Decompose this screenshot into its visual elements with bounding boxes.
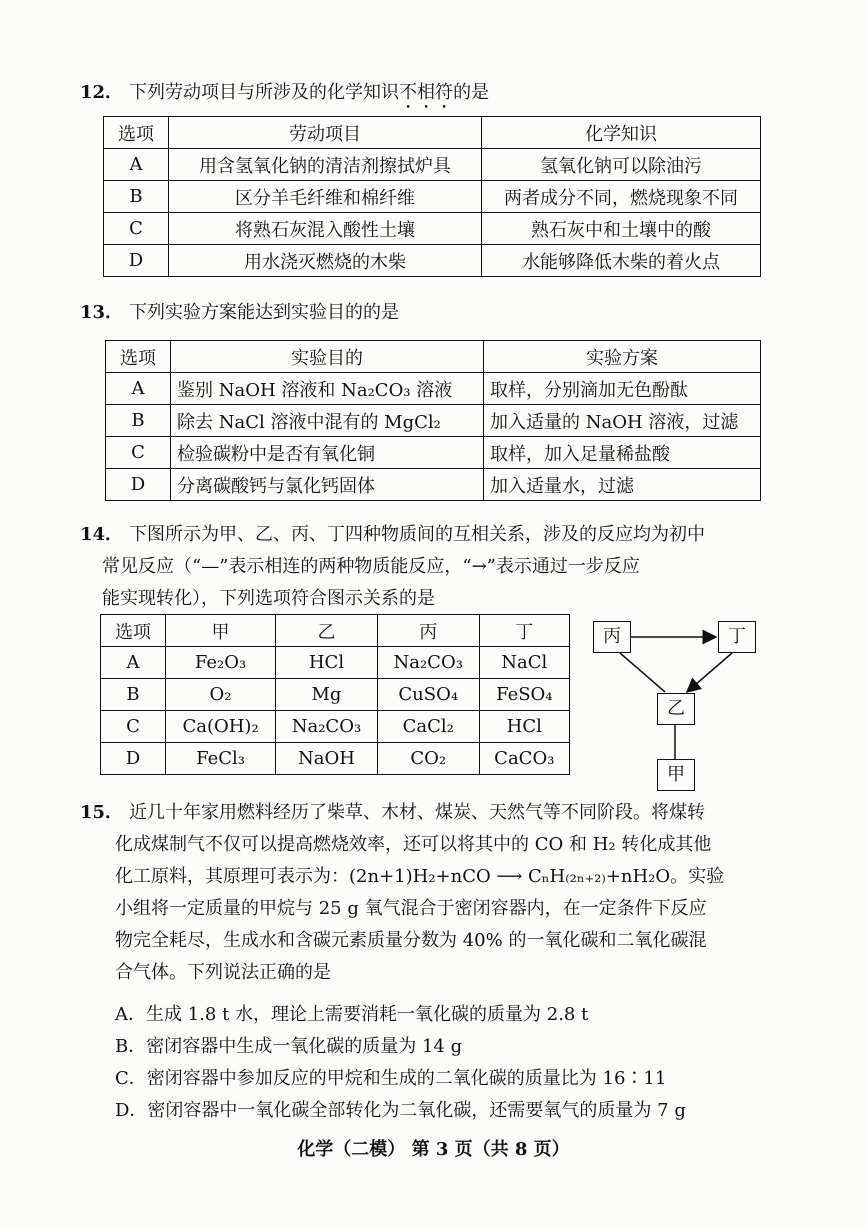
question-number: 12．: [80, 82, 124, 103]
question-14-table: [100, 614, 570, 775]
table-header-row: [106, 341, 761, 373]
question-15-line-2: 化成煤制气不仅可以提高燃烧效率，还可以将其中的 CO 和 H₂ 转化成其他: [115, 834, 712, 855]
table-row: [104, 149, 761, 181]
table-cell: FeSO₄: [479, 679, 569, 711]
table-cell: 区分羊毛纤维和棉纤维: [169, 181, 482, 213]
table-cell: 氢氧化钠可以除油污: [482, 149, 761, 181]
question-text: 下列劳动项目与所涉及的化学知识: [129, 82, 400, 103]
table-header: 乙: [276, 615, 378, 647]
question-12-stem: [80, 78, 780, 113]
table-cell: CaCl₂: [377, 711, 479, 743]
table-cell: Na₂CO₃: [377, 647, 479, 679]
table-cell: D: [101, 743, 166, 775]
table-cell: B: [106, 405, 171, 437]
node-jia: 甲: [657, 759, 695, 791]
table-cell: 取样，加入足量稀盐酸: [484, 437, 761, 469]
question-14-line-1: [80, 520, 780, 550]
table-header: 选项: [106, 341, 171, 373]
table-cell: 加入适量的 NaOH 溶液，过滤: [484, 405, 761, 437]
table-cell: CuSO₄: [377, 679, 479, 711]
question-13-stem: [80, 298, 780, 328]
question-12-table: [103, 116, 761, 277]
question-15-line-1: [80, 798, 780, 828]
table-row: [104, 213, 761, 245]
table-row: [101, 743, 570, 775]
question-15-line-4: 小组将一定质量的甲烷与 25 g 氧气混合于密闭容器内，在一定条件下反应: [115, 898, 707, 919]
option-c: C．密闭容器中参加反应的甲烷和生成的二氧化碳的质量比为 16∶11: [115, 1068, 667, 1089]
emphasized-text: 不相符: [399, 82, 454, 103]
question-text-end: 的是: [453, 82, 490, 103]
table-cell: B: [101, 679, 166, 711]
table-cell: 取样，分别滴加无色酚酞: [484, 373, 761, 405]
question-14-line-3: 能实现转化），下列选项符合图示关系的是: [102, 588, 435, 609]
table-row: [106, 469, 761, 501]
table-cell: A: [104, 149, 169, 181]
table-header: 选项: [101, 615, 166, 647]
table-row: [106, 373, 761, 405]
table-cell: Fe₂O₃: [166, 647, 276, 679]
question-14-line-2: 常见反应（“—”表示相连的两种物质能反应，“→”表示通过一步反应: [102, 556, 640, 577]
table-cell: 鉴别 NaOH 溶液和 Na₂CO₃ 溶液: [171, 373, 484, 405]
table-cell: Mg: [276, 679, 378, 711]
table-header: 丁: [479, 615, 569, 647]
table-cell: HCl: [479, 711, 569, 743]
table-cell: NaCl: [479, 647, 569, 679]
node-yi: 乙: [657, 693, 695, 725]
page-footer: 化学（二模） 第 3 页（共 8 页）: [297, 1139, 570, 1160]
table-header: 实验目的: [171, 341, 484, 373]
table-cell: HCl: [276, 647, 378, 679]
table-cell: 将熟石灰混入酸性土壤: [169, 213, 482, 245]
table-cell: 用水浇灭燃烧的木柴: [169, 245, 482, 277]
table-cell: CaCO₃: [479, 743, 569, 775]
table-cell: NaOH: [276, 743, 378, 775]
table-row: [106, 437, 761, 469]
option-b: B．密闭容器中生成一氧化碳的质量为 14 g: [115, 1036, 463, 1057]
question-15-line-3: 化工原料，其原理可表示为：(2n+1)H₂+nCO ⟶ CₙH₍₂ₙ₊₂₎+nH₂O。实验: [115, 866, 725, 887]
table-cell: 两者成分不同，燃烧现象不同: [482, 181, 761, 213]
table-cell: B: [104, 181, 169, 213]
option-d: D．密闭容器中一氧化碳全部转化为二氧化碳，还需要氧气的质量为 7 g: [115, 1100, 686, 1121]
table-header-row: [104, 117, 761, 149]
table-cell: C: [101, 711, 166, 743]
table-header: 实验方案: [484, 341, 761, 373]
table-cell: 检验碳粉中是否有氧化铜: [171, 437, 484, 469]
node-ding: 丁: [718, 621, 756, 653]
table-cell: A: [106, 373, 171, 405]
question-text: 近几十年家用燃料经历了柴草、木材、煤炭、天然气等不同阶段。将煤转: [129, 802, 706, 823]
node-bing: 丙: [593, 621, 631, 653]
table-cell: Ca(OH)₂: [166, 711, 276, 743]
relation-diagram: [590, 615, 770, 795]
table-cell: FeCl₃: [166, 743, 276, 775]
table-header: 化学知识: [482, 117, 761, 149]
table-cell: C: [106, 437, 171, 469]
question-text: 下图所示为甲、乙、丙、丁四种物质间的互相关系，涉及的反应均为初中: [129, 524, 706, 545]
question-number: 14．: [80, 524, 124, 545]
table-header: 劳动项目: [169, 117, 482, 149]
question-number: 13．: [80, 302, 124, 323]
table-cell: A: [101, 647, 166, 679]
table-row: [104, 181, 761, 213]
table-cell: 加入适量水，过滤: [484, 469, 761, 501]
table-header-row: [101, 615, 570, 647]
table-cell: O₂: [166, 679, 276, 711]
table-cell: D: [106, 469, 171, 501]
table-cell: 熟石灰中和土壤中的酸: [482, 213, 761, 245]
question-number: 15．: [80, 802, 124, 823]
table-cell: 分离碳酸钙与氯化钙固体: [171, 469, 484, 501]
table-row: [101, 679, 570, 711]
table-header: 丙: [377, 615, 479, 647]
question-text: 下列实验方案能达到实验目的的是: [129, 302, 400, 323]
table-row: [106, 405, 761, 437]
question-13-table: [105, 340, 761, 501]
table-header: 甲: [166, 615, 276, 647]
table-header: 选项: [104, 117, 169, 149]
table-cell: D: [104, 245, 169, 277]
table-row: [104, 245, 761, 277]
table-cell: C: [104, 213, 169, 245]
table-cell: 用含氢氧化钠的清洁剂擦拭炉具: [169, 149, 482, 181]
table-cell: 除去 NaCl 溶液中混有的 MgCl₂: [171, 405, 484, 437]
table-row: [101, 647, 570, 679]
question-15-line-6: 合气体。下列说法正确的是: [115, 962, 331, 983]
option-a: A．生成 1.8 t 水，理论上需要消耗一氧化碳的质量为 2.8 t: [115, 1004, 589, 1025]
question-15-line-5: 物完全耗尽，生成水和含碳元素质量分数为 40% 的一氧化碳和二氧化碳混: [115, 930, 707, 951]
table-cell: Na₂CO₃: [276, 711, 378, 743]
table-row: [101, 711, 570, 743]
table-cell: CO₂: [377, 743, 479, 775]
table-cell: 水能够降低木柴的着火点: [482, 245, 761, 277]
